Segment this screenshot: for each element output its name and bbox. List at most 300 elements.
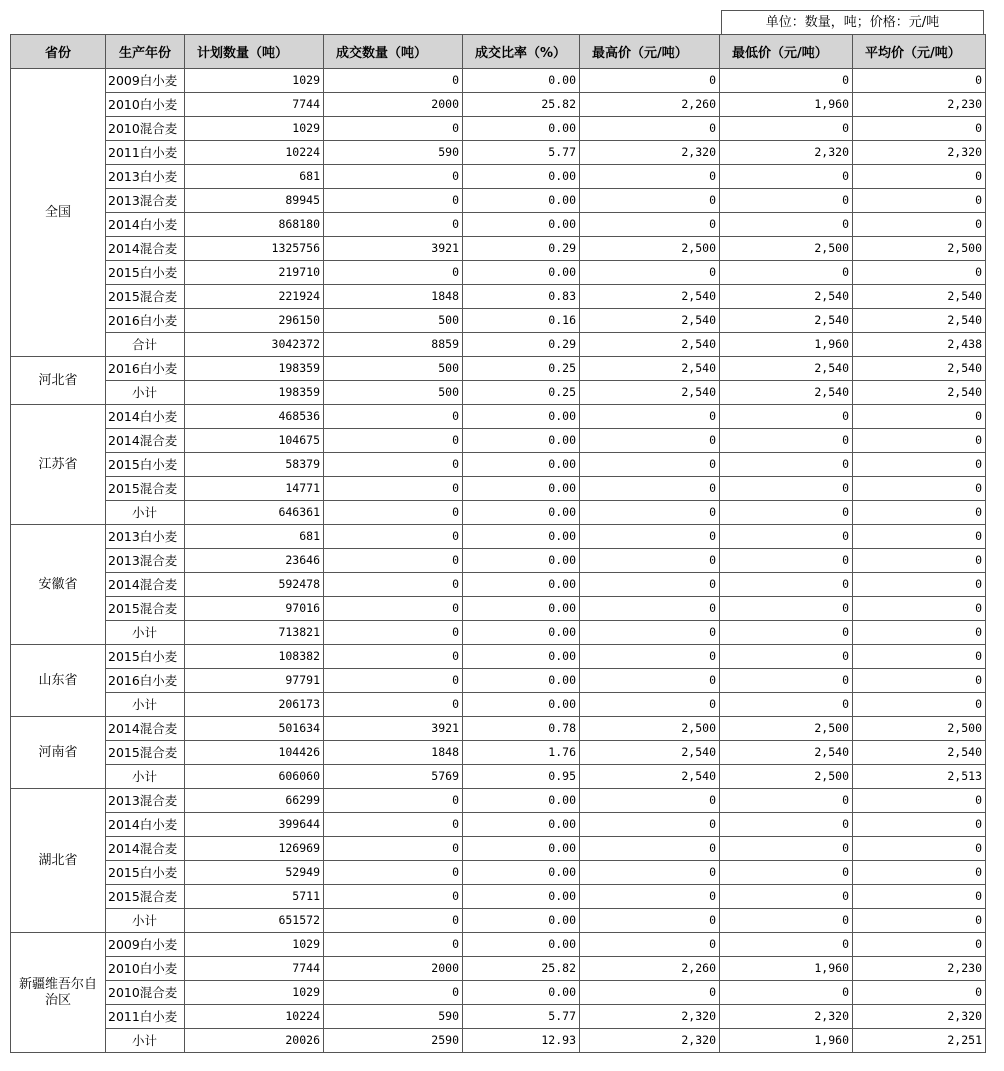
traded-quantity-cell: 0 xyxy=(324,885,463,909)
min-price-cell: 0 xyxy=(720,501,853,525)
traded-quantity-cell: 500 xyxy=(324,381,463,405)
traded-quantity-cell: 0 xyxy=(324,597,463,621)
table-row xyxy=(11,189,986,213)
avg-price-cell: 0 xyxy=(853,429,986,453)
min-price-cell: 0 xyxy=(720,981,853,1005)
min-price-cell: 0 xyxy=(720,885,853,909)
table-row xyxy=(11,549,986,573)
trade-ratio-cell: 12.93 xyxy=(463,1029,580,1053)
unit-note: 单位：数量，吨；价格：元/吨 xyxy=(721,10,984,34)
province-cell: 安徽省 xyxy=(11,525,106,645)
table-row xyxy=(11,501,986,525)
max-price-cell: 0 xyxy=(580,189,720,213)
production-year-cell: 2015混合麦 xyxy=(106,285,185,309)
min-price-cell: 0 xyxy=(720,789,853,813)
production-year-cell: 2010混合麦 xyxy=(106,117,185,141)
traded-quantity-cell: 0 xyxy=(324,693,463,717)
avg-price-cell: 0 xyxy=(853,477,986,501)
traded-quantity-cell: 0 xyxy=(324,525,463,549)
max-price-cell: 2,320 xyxy=(580,1005,720,1029)
production-year-cell: 2016白小麦 xyxy=(106,669,185,693)
min-price-cell: 1,960 xyxy=(720,93,853,117)
planned-quantity-cell: 681 xyxy=(185,525,324,549)
production-year-cell: 2015混合麦 xyxy=(106,741,185,765)
header-production-year: 生产年份 xyxy=(106,35,185,69)
avg-price-cell: 2,500 xyxy=(853,717,986,741)
min-price-cell: 0 xyxy=(720,861,853,885)
planned-quantity-cell: 66299 xyxy=(185,789,324,813)
trade-ratio-cell: 0.25 xyxy=(463,357,580,381)
planned-quantity-cell: 10224 xyxy=(185,1005,324,1029)
min-price-cell: 0 xyxy=(720,117,853,141)
max-price-cell: 0 xyxy=(580,501,720,525)
min-price-cell: 0 xyxy=(720,573,853,597)
min-price-cell: 0 xyxy=(720,213,853,237)
min-price-cell: 1,960 xyxy=(720,1029,853,1053)
traded-quantity-cell: 0 xyxy=(324,117,463,141)
max-price-cell: 0 xyxy=(580,813,720,837)
min-price-cell: 2,500 xyxy=(720,237,853,261)
production-year-cell: 2015白小麦 xyxy=(106,645,185,669)
province-cell: 新疆维吾尔自治区 xyxy=(11,933,106,1053)
min-price-cell: 0 xyxy=(720,693,853,717)
table-row xyxy=(11,837,986,861)
trade-ratio-cell: 0.00 xyxy=(463,837,580,861)
planned-quantity-cell: 206173 xyxy=(185,693,324,717)
trade-ratio-cell: 0.00 xyxy=(463,525,580,549)
avg-price-cell: 2,230 xyxy=(853,93,986,117)
header-max-price: 最高价（元/吨） xyxy=(580,35,720,69)
trade-ratio-cell: 0.00 xyxy=(463,213,580,237)
max-price-cell: 2,540 xyxy=(580,765,720,789)
table-row xyxy=(11,645,986,669)
max-price-cell: 2,540 xyxy=(580,741,720,765)
table-row xyxy=(11,981,986,1005)
production-year-cell: 2010白小麦 xyxy=(106,957,185,981)
traded-quantity-cell: 0 xyxy=(324,405,463,429)
table-row xyxy=(11,909,986,933)
table-row xyxy=(11,333,986,357)
traded-quantity-cell: 2590 xyxy=(324,1029,463,1053)
trade-ratio-cell: 0.78 xyxy=(463,717,580,741)
trade-ratio-cell: 0.16 xyxy=(463,309,580,333)
planned-quantity-cell: 3042372 xyxy=(185,333,324,357)
trade-ratio-cell: 0.00 xyxy=(463,885,580,909)
traded-quantity-cell: 0 xyxy=(324,261,463,285)
table-row xyxy=(11,741,986,765)
trade-ratio-cell: 5.77 xyxy=(463,1005,580,1029)
table-row xyxy=(11,261,986,285)
production-year-cell: 2010混合麦 xyxy=(106,981,185,1005)
max-price-cell: 2,500 xyxy=(580,237,720,261)
production-year-cell: 2015白小麦 xyxy=(106,861,185,885)
trade-results-table xyxy=(10,34,986,1053)
avg-price-cell: 0 xyxy=(853,909,986,933)
traded-quantity-cell: 500 xyxy=(324,357,463,381)
production-year-cell: 2009白小麦 xyxy=(106,933,185,957)
trade-ratio-cell: 0.00 xyxy=(463,813,580,837)
traded-quantity-cell: 0 xyxy=(324,453,463,477)
trade-ratio-cell: 0.95 xyxy=(463,765,580,789)
production-year-cell: 2013白小麦 xyxy=(106,165,185,189)
production-year-cell: 2015白小麦 xyxy=(106,261,185,285)
production-year-cell: 小计 xyxy=(106,1029,185,1053)
planned-quantity-cell: 399644 xyxy=(185,813,324,837)
traded-quantity-cell: 3921 xyxy=(324,237,463,261)
table-row xyxy=(11,933,986,957)
planned-quantity-cell: 104675 xyxy=(185,429,324,453)
planned-quantity-cell: 1325756 xyxy=(185,237,324,261)
max-price-cell: 0 xyxy=(580,573,720,597)
avg-price-cell: 0 xyxy=(853,669,986,693)
min-price-cell: 0 xyxy=(720,453,853,477)
planned-quantity-cell: 108382 xyxy=(185,645,324,669)
max-price-cell: 2,540 xyxy=(580,285,720,309)
production-year-cell: 2014混合麦 xyxy=(106,717,185,741)
max-price-cell: 0 xyxy=(580,429,720,453)
planned-quantity-cell: 1029 xyxy=(185,117,324,141)
trade-ratio-cell: 1.76 xyxy=(463,741,580,765)
table-row xyxy=(11,285,986,309)
traded-quantity-cell: 0 xyxy=(324,669,463,693)
trade-ratio-cell: 0.00 xyxy=(463,669,580,693)
planned-quantity-cell: 1029 xyxy=(185,69,324,93)
max-price-cell: 0 xyxy=(580,165,720,189)
production-year-cell: 2014白小麦 xyxy=(106,405,185,429)
planned-quantity-cell: 58379 xyxy=(185,453,324,477)
planned-quantity-cell: 7744 xyxy=(185,957,324,981)
trade-ratio-cell: 0.00 xyxy=(463,69,580,93)
production-year-cell: 2016白小麦 xyxy=(106,309,185,333)
production-year-cell: 小计 xyxy=(106,381,185,405)
max-price-cell: 0 xyxy=(580,837,720,861)
table-row xyxy=(11,429,986,453)
table-row xyxy=(11,165,986,189)
trade-ratio-cell: 0.00 xyxy=(463,573,580,597)
max-price-cell: 0 xyxy=(580,549,720,573)
header-avg-price: 平均价（元/吨） xyxy=(853,35,986,69)
table-row xyxy=(11,717,986,741)
trade-ratio-cell: 0.00 xyxy=(463,597,580,621)
table-row xyxy=(11,765,986,789)
production-year-cell: 2011白小麦 xyxy=(106,1005,185,1029)
min-price-cell: 0 xyxy=(720,669,853,693)
max-price-cell: 0 xyxy=(580,693,720,717)
max-price-cell: 0 xyxy=(580,933,720,957)
traded-quantity-cell: 0 xyxy=(324,837,463,861)
avg-price-cell: 2,500 xyxy=(853,237,986,261)
min-price-cell: 2,320 xyxy=(720,141,853,165)
min-price-cell: 0 xyxy=(720,261,853,285)
planned-quantity-cell: 52949 xyxy=(185,861,324,885)
avg-price-cell: 0 xyxy=(853,573,986,597)
planned-quantity-cell: 468536 xyxy=(185,405,324,429)
production-year-cell: 2009白小麦 xyxy=(106,69,185,93)
planned-quantity-cell: 651572 xyxy=(185,909,324,933)
trade-ratio-cell: 0.00 xyxy=(463,789,580,813)
max-price-cell: 0 xyxy=(580,981,720,1005)
table-row xyxy=(11,957,986,981)
planned-quantity-cell: 5711 xyxy=(185,885,324,909)
max-price-cell: 0 xyxy=(580,669,720,693)
trade-ratio-cell: 0.29 xyxy=(463,333,580,357)
avg-price-cell: 0 xyxy=(853,189,986,213)
header-province: 省份 xyxy=(11,35,106,69)
avg-price-cell: 0 xyxy=(853,645,986,669)
planned-quantity-cell: 646361 xyxy=(185,501,324,525)
production-year-cell: 小计 xyxy=(106,501,185,525)
avg-price-cell: 2,438 xyxy=(853,333,986,357)
traded-quantity-cell: 0 xyxy=(324,189,463,213)
header-traded-quantity: 成交数量（吨） xyxy=(324,35,463,69)
max-price-cell: 2,540 xyxy=(580,381,720,405)
traded-quantity-cell: 1848 xyxy=(324,285,463,309)
production-year-cell: 2015混合麦 xyxy=(106,885,185,909)
trade-ratio-cell: 0.83 xyxy=(463,285,580,309)
trade-ratio-cell: 0.00 xyxy=(463,909,580,933)
production-year-cell: 小计 xyxy=(106,621,185,645)
avg-price-cell: 0 xyxy=(853,597,986,621)
planned-quantity-cell: 20026 xyxy=(185,1029,324,1053)
min-price-cell: 0 xyxy=(720,597,853,621)
avg-price-cell: 0 xyxy=(853,165,986,189)
table-row xyxy=(11,621,986,645)
min-price-cell: 0 xyxy=(720,813,853,837)
trade-ratio-cell: 0.00 xyxy=(463,405,580,429)
table-row xyxy=(11,405,986,429)
table-row xyxy=(11,381,986,405)
min-price-cell: 0 xyxy=(720,165,853,189)
avg-price-cell: 0 xyxy=(853,813,986,837)
min-price-cell: 0 xyxy=(720,477,853,501)
avg-price-cell: 0 xyxy=(853,933,986,957)
traded-quantity-cell: 590 xyxy=(324,1005,463,1029)
avg-price-cell: 2,251 xyxy=(853,1029,986,1053)
planned-quantity-cell: 606060 xyxy=(185,765,324,789)
max-price-cell: 2,260 xyxy=(580,93,720,117)
traded-quantity-cell: 0 xyxy=(324,909,463,933)
table-row xyxy=(11,1005,986,1029)
max-price-cell: 0 xyxy=(580,213,720,237)
max-price-cell: 2,320 xyxy=(580,141,720,165)
header-trade-ratio: 成交比率（%） xyxy=(463,35,580,69)
table-row xyxy=(11,1029,986,1053)
avg-price-cell: 0 xyxy=(853,885,986,909)
avg-price-cell: 0 xyxy=(853,261,986,285)
traded-quantity-cell: 0 xyxy=(324,501,463,525)
traded-quantity-cell: 0 xyxy=(324,165,463,189)
header-min-price: 最低价（元/吨） xyxy=(720,35,853,69)
planned-quantity-cell: 126969 xyxy=(185,837,324,861)
min-price-cell: 0 xyxy=(720,909,853,933)
province-cell: 江苏省 xyxy=(11,405,106,525)
traded-quantity-cell: 2000 xyxy=(324,93,463,117)
avg-price-cell: 2,230 xyxy=(853,957,986,981)
planned-quantity-cell: 198359 xyxy=(185,381,324,405)
trade-ratio-cell: 0.00 xyxy=(463,477,580,501)
trade-ratio-cell: 0.00 xyxy=(463,861,580,885)
table-row xyxy=(11,309,986,333)
planned-quantity-cell: 681 xyxy=(185,165,324,189)
production-year-cell: 2013混合麦 xyxy=(106,189,185,213)
max-price-cell: 0 xyxy=(580,789,720,813)
table-row xyxy=(11,93,986,117)
traded-quantity-cell: 0 xyxy=(324,429,463,453)
traded-quantity-cell: 2000 xyxy=(324,957,463,981)
production-year-cell: 2014混合麦 xyxy=(106,837,185,861)
table-row xyxy=(11,789,986,813)
production-year-cell: 小计 xyxy=(106,909,185,933)
header-row xyxy=(11,35,986,69)
table-row xyxy=(11,525,986,549)
max-price-cell: 2,500 xyxy=(580,717,720,741)
traded-quantity-cell: 0 xyxy=(324,789,463,813)
planned-quantity-cell: 219710 xyxy=(185,261,324,285)
traded-quantity-cell: 0 xyxy=(324,645,463,669)
min-price-cell: 0 xyxy=(720,69,853,93)
trade-ratio-cell: 0.00 xyxy=(463,189,580,213)
table-row xyxy=(11,669,986,693)
max-price-cell: 2,260 xyxy=(580,957,720,981)
production-year-cell: 小计 xyxy=(106,693,185,717)
traded-quantity-cell: 1848 xyxy=(324,741,463,765)
table-row xyxy=(11,117,986,141)
trade-ratio-cell: 0.00 xyxy=(463,117,580,141)
traded-quantity-cell: 0 xyxy=(324,861,463,885)
production-year-cell: 合计 xyxy=(106,333,185,357)
max-price-cell: 2,540 xyxy=(580,309,720,333)
production-year-cell: 2014白小麦 xyxy=(106,213,185,237)
table-row xyxy=(11,453,986,477)
production-year-cell: 2016白小麦 xyxy=(106,357,185,381)
traded-quantity-cell: 0 xyxy=(324,933,463,957)
max-price-cell: 2,540 xyxy=(580,333,720,357)
min-price-cell: 2,320 xyxy=(720,1005,853,1029)
avg-price-cell: 0 xyxy=(853,501,986,525)
planned-quantity-cell: 23646 xyxy=(185,549,324,573)
trade-ratio-cell: 0.00 xyxy=(463,165,580,189)
table-row xyxy=(11,885,986,909)
trade-ratio-cell: 0.29 xyxy=(463,237,580,261)
trade-ratio-cell: 0.00 xyxy=(463,933,580,957)
production-year-cell: 2015白小麦 xyxy=(106,453,185,477)
trade-ratio-cell: 0.00 xyxy=(463,645,580,669)
avg-price-cell: 0 xyxy=(853,789,986,813)
production-year-cell: 2013白小麦 xyxy=(106,525,185,549)
planned-quantity-cell: 89945 xyxy=(185,189,324,213)
table-row xyxy=(11,477,986,501)
province-cell: 河南省 xyxy=(11,717,106,789)
traded-quantity-cell: 0 xyxy=(324,213,463,237)
min-price-cell: 0 xyxy=(720,405,853,429)
avg-price-cell: 0 xyxy=(853,549,986,573)
min-price-cell: 0 xyxy=(720,933,853,957)
avg-price-cell: 0 xyxy=(853,525,986,549)
table-row xyxy=(11,861,986,885)
max-price-cell: 0 xyxy=(580,69,720,93)
avg-price-cell: 0 xyxy=(853,837,986,861)
min-price-cell: 2,540 xyxy=(720,285,853,309)
max-price-cell: 0 xyxy=(580,477,720,501)
planned-quantity-cell: 868180 xyxy=(185,213,324,237)
trade-ratio-cell: 0.00 xyxy=(463,693,580,717)
planned-quantity-cell: 1029 xyxy=(185,981,324,1005)
avg-price-cell: 2,320 xyxy=(853,1005,986,1029)
production-year-cell: 2014混合麦 xyxy=(106,237,185,261)
production-year-cell: 2010白小麦 xyxy=(106,93,185,117)
min-price-cell: 1,960 xyxy=(720,333,853,357)
avg-price-cell: 2,513 xyxy=(853,765,986,789)
production-year-cell: 2011白小麦 xyxy=(106,141,185,165)
avg-price-cell: 2,540 xyxy=(853,381,986,405)
traded-quantity-cell: 590 xyxy=(324,141,463,165)
min-price-cell: 0 xyxy=(720,837,853,861)
planned-quantity-cell: 501634 xyxy=(185,717,324,741)
avg-price-cell: 2,540 xyxy=(853,741,986,765)
max-price-cell: 0 xyxy=(580,261,720,285)
max-price-cell: 0 xyxy=(580,405,720,429)
production-year-cell: 2014白小麦 xyxy=(106,813,185,837)
province-cell: 全国 xyxy=(11,69,106,357)
province-cell: 山东省 xyxy=(11,645,106,717)
planned-quantity-cell: 97791 xyxy=(185,669,324,693)
min-price-cell: 2,540 xyxy=(720,381,853,405)
min-price-cell: 0 xyxy=(720,549,853,573)
traded-quantity-cell: 0 xyxy=(324,573,463,597)
traded-quantity-cell: 8859 xyxy=(324,333,463,357)
planned-quantity-cell: 14771 xyxy=(185,477,324,501)
planned-quantity-cell: 713821 xyxy=(185,621,324,645)
planned-quantity-cell: 1029 xyxy=(185,933,324,957)
production-year-cell: 2014混合麦 xyxy=(106,429,185,453)
production-year-cell: 小计 xyxy=(106,765,185,789)
table-row xyxy=(11,69,986,93)
planned-quantity-cell: 7744 xyxy=(185,93,324,117)
province-cell: 湖北省 xyxy=(11,789,106,933)
avg-price-cell: 2,540 xyxy=(853,285,986,309)
production-year-cell: 2015混合麦 xyxy=(106,477,185,501)
max-price-cell: 0 xyxy=(580,621,720,645)
trade-ratio-cell: 0.00 xyxy=(463,429,580,453)
avg-price-cell: 0 xyxy=(853,69,986,93)
trade-ratio-cell: 5.77 xyxy=(463,141,580,165)
avg-price-cell: 0 xyxy=(853,405,986,429)
avg-price-cell: 0 xyxy=(853,693,986,717)
max-price-cell: 0 xyxy=(580,525,720,549)
max-price-cell: 2,320 xyxy=(580,1029,720,1053)
planned-quantity-cell: 10224 xyxy=(185,141,324,165)
min-price-cell: 0 xyxy=(720,621,853,645)
avg-price-cell: 0 xyxy=(853,981,986,1005)
traded-quantity-cell: 0 xyxy=(324,813,463,837)
table-row xyxy=(11,597,986,621)
traded-quantity-cell: 0 xyxy=(324,621,463,645)
max-price-cell: 0 xyxy=(580,885,720,909)
avg-price-cell: 0 xyxy=(853,213,986,237)
min-price-cell: 2,540 xyxy=(720,357,853,381)
max-price-cell: 2,540 xyxy=(580,357,720,381)
min-price-cell: 0 xyxy=(720,645,853,669)
min-price-cell: 2,540 xyxy=(720,309,853,333)
max-price-cell: 0 xyxy=(580,645,720,669)
production-year-cell: 2015混合麦 xyxy=(106,597,185,621)
production-year-cell: 2013混合麦 xyxy=(106,789,185,813)
max-price-cell: 0 xyxy=(580,597,720,621)
traded-quantity-cell: 0 xyxy=(324,981,463,1005)
table-row xyxy=(11,813,986,837)
traded-quantity-cell: 3921 xyxy=(324,717,463,741)
table-row xyxy=(11,237,986,261)
